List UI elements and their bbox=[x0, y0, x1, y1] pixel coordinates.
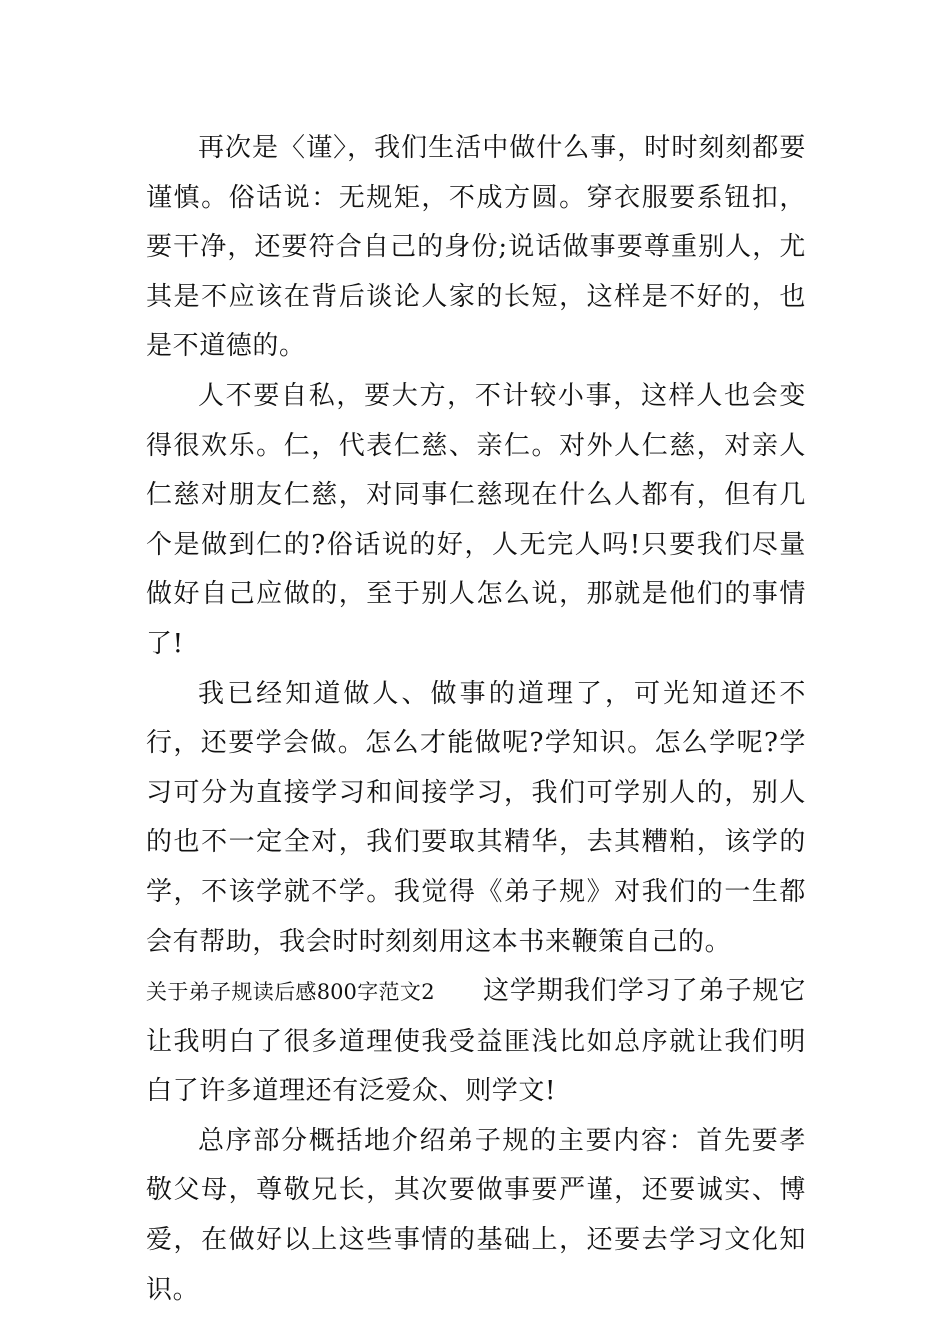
paragraph-learning: 我已经知道做人、做事的道理了，可光知道还不行，还要学会做。怎么才能做呢?学知识。怎么学呢?学习可分为直接学习和间接学习，我们可学别人的，别人的也不一定全对，我们要取其精华，去其糟粕，该学的学，不该学就不学。我觉得《弟子规》对我们的一生都会有帮助，我会时时刻刻用这本书来鞭策自己的。 bbox=[146, 678, 806, 957]
section-heading-line bbox=[146, 967, 806, 1117]
paragraph-ren: 人不要自私，要大方，不计较小事，这样人也会变得很欢乐。仁，代表仁慈、亲仁。对外人仁慈，对亲人仁慈对朋友仁慈，对同事仁慈现在什么人都有，但有几个是做到仁的?俗话说的好，人无完人吗!只要我们尽量做好自己应做的，至于别人怎么说，那就是他们的事情了! bbox=[146, 380, 806, 659]
paragraph-jin: 再次是〈谨〉，我们生活中做什么事，时时刻刻都要谨慎。俗话说：无规矩，不成方圆。穿衣服要系钮扣，要干净，还要符合自己的身份;说话做事要尊重别人，尤其是不应该在背后谈论人家的长短，这样是不好的，也是不道德的。 bbox=[146, 133, 806, 362]
paragraph-summary: 总序部分概括地介绍弟子规的主要内容：首先要孝敬父母，尊敬兄长，其次要做事要严谨，还要诚实、博爱，在做好以上这些事情的基础上，还要去学习文化知识。 bbox=[146, 1125, 806, 1305]
document-body bbox=[146, 124, 806, 1315]
section-lead-text: 这学期我们学习了弟子规它让我明白了很多道理使我受益匪浅比如总序就让我们明白了许多道理还有泛爱众、则学文! bbox=[146, 976, 806, 1107]
section-heading: 关于弟子规读后感800字范文2 bbox=[146, 980, 435, 1005]
